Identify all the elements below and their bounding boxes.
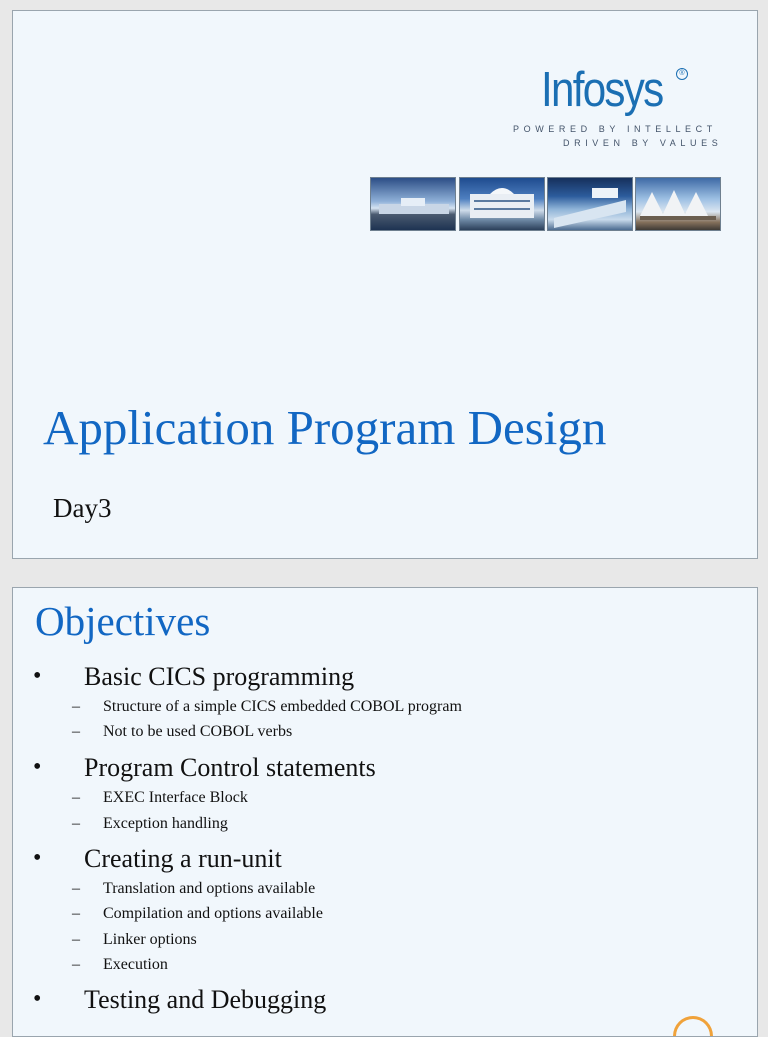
objective-subitem: Structure of a simple CICS embedded COBOL program — [103, 698, 462, 715]
objective-item: Testing and Debugging — [84, 985, 327, 1014]
slide-title: Application Program Design — [43, 400, 607, 455]
objective-subitem: Exception handling — [103, 815, 228, 832]
dash-marker: – — [72, 815, 80, 832]
campus-photo-3 — [547, 177, 633, 231]
objective-item: Creating a run-unit — [84, 844, 282, 873]
campus-photo-1 — [370, 177, 456, 231]
dash-marker: – — [72, 698, 80, 715]
objective-item: Basic CICS programming — [84, 662, 355, 691]
objective-subitem: Execution — [103, 956, 168, 973]
objective-item: Program Control statements — [84, 753, 376, 782]
infosys-logo: Infosys — [541, 63, 663, 117]
objective-subitem: Not to be used COBOL verbs — [103, 723, 293, 740]
title-slide — [12, 10, 758, 559]
logo-tagline-1: POWERED BY INTELLECT — [513, 124, 717, 134]
campus-photo-2 — [459, 177, 545, 231]
objective-subitem: Translation and options available — [103, 880, 316, 897]
bullet-marker: • — [33, 663, 42, 689]
objective-subitem: Compilation and options available — [103, 905, 323, 922]
dash-marker: – — [72, 789, 80, 806]
dash-marker: – — [72, 956, 80, 973]
dash-marker: – — [72, 931, 80, 948]
objective-subitem: EXEC Interface Block — [103, 789, 248, 806]
bullet-marker: • — [33, 845, 42, 871]
objective-subitem: Linker options — [103, 931, 197, 948]
bullet-marker: • — [33, 754, 42, 780]
logo-tagline-2: DRIVEN BY VALUES — [563, 138, 723, 148]
campus-photo-4 — [635, 177, 721, 231]
objectives-slide — [12, 587, 758, 1037]
corner-logo-fragment — [673, 1016, 713, 1036]
dash-marker: – — [72, 905, 80, 922]
slide-subtitle: Day3 — [53, 493, 112, 523]
dash-marker: – — [72, 880, 80, 897]
objectives-heading: Objectives — [35, 598, 211, 644]
dash-marker: – — [72, 723, 80, 740]
registered-mark: ® — [676, 68, 688, 80]
bullet-marker: • — [33, 986, 42, 1012]
